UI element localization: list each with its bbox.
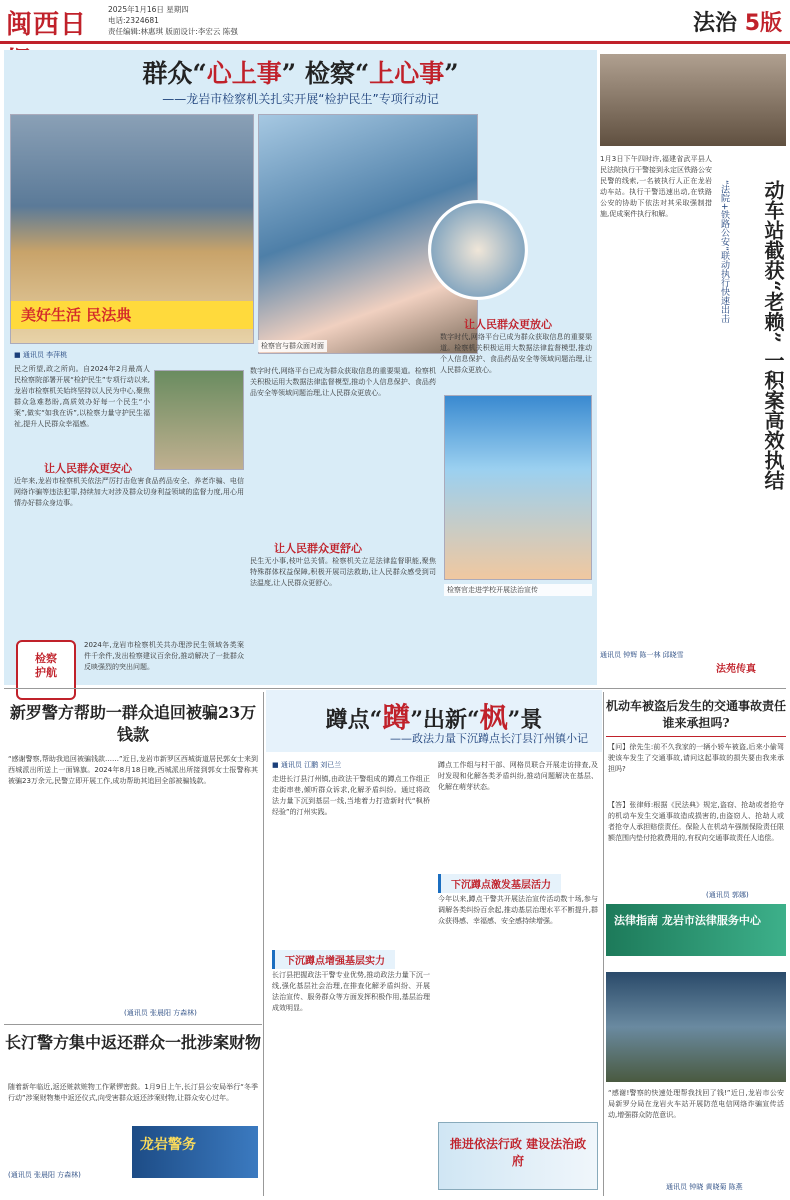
- photo-law-stand: [10, 114, 254, 344]
- side-authors: 通讯员 钟辉 陈一林 邱晓雪: [600, 651, 684, 659]
- editor-credits: 责任编辑:林惠琪 版面设计:李宏云 陈强: [108, 27, 238, 36]
- side-paragraph: 1月3日下午四时许,福建省武平县人民法院执行干警接到永定区铁路公安民警的线索,一名被执行人正在龙岩动车站。执行干警迅速出动,在铁路公安的协助下依法对其采取强制措施,促成案件执行和解。: [600, 155, 712, 218]
- photo-publicity: [606, 972, 786, 1082]
- section-heading: 下沉蹲点增强基层实力: [272, 950, 395, 969]
- masthead: [0, 0, 790, 44]
- photo-visit: [154, 370, 244, 470]
- qa-author: (通讯员 郭娜): [706, 891, 749, 899]
- photo-caption: “感谢!警察的快速处理帮我找回了钱!”近日,龙岩市公安局新罗分局在龙岩火车站开展防范电信网络诈骗宣传活动,增强群众防范意识。: [608, 1089, 784, 1119]
- mid-column: [266, 690, 602, 1196]
- column-tag: 法苑传真: [716, 664, 756, 675]
- headline-part: ”景: [507, 707, 543, 733]
- qa-headline: 机动车被盗后发生的交通事故责任谁来承担吗?: [606, 698, 786, 737]
- story-paragraph: 随着新年临近,返还赃款赃物工作紧锣密鼓。1月9日上午,长汀县公安局举行“冬季行动”涉案财物集中返还仪式,向受害群众返还涉案财物,让群众安心过年。: [8, 1083, 258, 1102]
- divider: [603, 692, 604, 1196]
- lead-paragraph: 近年来,龙岩市检察机关依法严厉打击危害食品药品安全、养老诈骗、电信网络诈骗等违法犯罪,持续加大对涉及群众切身利益领域的监督力度,用心用情办好群众身边事。: [14, 477, 244, 507]
- lead-paragraph: 2024年,龙岩市检察机关共办理涉民生领域各类案件千余件,发出检察建议百余份,推动解决了一批群众反映强烈的突出问题。: [84, 641, 244, 671]
- masthead-info: [108, 4, 238, 37]
- issue-date: 2025年1月16日 星期四: [108, 5, 189, 14]
- photo-caption: 检察官与群众面对面: [258, 340, 327, 352]
- right-column: [606, 690, 786, 1196]
- photo-author: 通讯员 钟晓 黄晓菊 陈燕: [666, 1183, 743, 1191]
- mid-subheadline: ——政法力量下沉蹲点长汀县汀州镇小记: [390, 732, 588, 745]
- lead-paragraph: 民之所望,政之所向。自2024年2月最高人民检察院部署开展“检护民生”专项行动以来,龙岩市检察机关始终坚持以人民为中心,聚焦群众急难愁盼,高质效办好每一个民生“小案”,做实“如我在诉”,以检察力量守护民生福祉,提升人民群众幸福感。: [14, 365, 150, 428]
- left-column: [4, 690, 262, 1196]
- mid-author: ■ 通讯员 江鹏 刘已兰: [272, 761, 342, 769]
- headline-highlight: 心上事: [206, 59, 282, 88]
- side-story: [600, 50, 786, 685]
- divider: [263, 692, 264, 1196]
- lead-paragraph: 民生无小事,枝叶总关情。检察机关立足法律监督职能,聚焦特殊群体权益保障,积极开展司法救助,让人民群众感受到司法温度,让人民群众更舒心。: [250, 557, 436, 587]
- section-heading: 下沉蹲点激发基层活力: [438, 874, 561, 893]
- police-badge: 龙岩警务: [132, 1126, 258, 1178]
- photo-school: [444, 395, 592, 580]
- photo-inset-circle: [428, 200, 528, 300]
- side-subtitle: “法院+铁路公安”联动执行快速出击: [719, 180, 729, 323]
- divider: [4, 688, 786, 689]
- headline-highlight: 上心事: [369, 59, 445, 88]
- section-heading: 让人民群众更放心: [464, 318, 552, 331]
- lead-author: ■ 通讯员 李萍桃: [14, 351, 68, 359]
- lead-paragraph: 数字时代,网络平台已成为群众获取信息的重要渠道。检察机关积极运用大数据法律监督模型,推动个人信息保护、食品药品安全等领域问题治理,让人民群众更放心。: [440, 333, 592, 374]
- mid-paragraph: 蹲点工作组与村干部、网格员联合开展走访排查,及时发现和化解各类矛盾纠纷,推动问题解决在基层、化解在萌芽状态。: [438, 761, 598, 791]
- headline-part: 群众“: [142, 59, 207, 88]
- story-paragraph: “感谢警察,帮助我追回被骗钱款……”近日,龙岩市新罗区西城街道居民郭女士来到西城派出所送上一面锦旗。2024年8月18日晚,西城派出所接到郭女士报警称其被骗23万余元,民警立即开展工作,成功帮助其追回全部被骗钱款。: [8, 755, 258, 785]
- lead-story-panel: [4, 50, 597, 685]
- mid-header: [266, 690, 602, 752]
- qa-answer: 【答】张律师:根据《民法典》规定,盗窃、抢劫或者抢夺的机动车发生交通事故造成损害的,由盗窃人、抢劫人或者抢夺人承担赔偿责任。保险人在机动车强制保险责任限额范围内垫付抢救费用的,有权向交通事故责任人追偿。: [608, 801, 784, 842]
- section-heading: 让人民群众更安心: [44, 462, 132, 475]
- procuratorate-seal: 检察 护航: [16, 640, 76, 700]
- mid-paragraph: 今年以来,蹲点干警共开展法治宣传活动数十场,参与调解各类纠纷百余起,推动基层治理水平不断提升,群众获得感、幸福感、安全感持续增强。: [438, 895, 598, 925]
- headline-part: ”: [444, 59, 459, 88]
- headline-highlight: 枫: [479, 701, 508, 734]
- divider: [4, 1024, 262, 1025]
- qa-question: 【问】徐先生:前不久我家的一辆小轿车被盗,后来小偷驾驶该车发生了交通事故,请问这起事故的损失要由我来承担吗?: [608, 743, 784, 773]
- lead-subheadline: ——龙岩市检察机关扎实开展“检护民生”专项行动记: [162, 92, 439, 106]
- story-author: (通讯员 张晨阳 方森林): [124, 1009, 197, 1017]
- photo-station: [600, 54, 786, 146]
- headline-part: ” 检察“: [281, 59, 370, 88]
- headline-part: ”出新“: [410, 707, 480, 733]
- mid-paragraph: 长汀县把握政法干警专业优势,推动政法力量下沉一线,强化基层社会治理,在排查化解矛盾纠纷、开展法治宣传、服务群众等方面发挥积极作用,基层治理成效明显。: [272, 971, 430, 1012]
- page-number: 5版: [744, 11, 782, 36]
- civil-code-banner: 美好生活 民法典: [11, 301, 253, 329]
- section-heading: 让人民群众更舒心: [274, 542, 362, 555]
- contact-phone: 电话:2324681: [108, 16, 159, 25]
- story-headline: 长汀警方集中返还群众一批涉案财物: [4, 1033, 261, 1052]
- section-label: [693, 6, 782, 37]
- section-name: 法治: [693, 11, 738, 36]
- mid-paragraph: 走进长汀县汀州镇,由政法干警组成的蹲点工作组正走街串巷,倾听群众诉求,化解矛盾纠纷。通过将政法力量下沉到基层一线,当地着力打造新时代“枫桥经验”的汀州实践。: [272, 775, 430, 816]
- headline-part: 蹲点“: [325, 707, 383, 733]
- lead-headline: [4, 54, 597, 90]
- story-headline: 新罗警方帮助一群众追回被骗23万钱款: [9, 703, 257, 744]
- side-headline: 动车站截获“老赖” 一积案高效执结: [761, 180, 785, 490]
- promo-banner: 推进依法行政 建设法治政府: [438, 1122, 598, 1190]
- lead-paragraph: 数字时代,网络平台已成为群众获取信息的重要渠道。检察机关积极运用大数据法律监督模型,推动个人信息保护、食品药品安全等领域问题治理,让人民群众更放心。: [250, 367, 436, 397]
- story-author: (通讯员 张晨阳 方森林): [8, 1171, 81, 1179]
- law-guide-banner: 法律指南 龙岩市法律服务中心: [606, 904, 786, 956]
- newspaper-logo: 闽西日: [6, 10, 88, 40]
- photo-caption: 检察官走进学校开展法治宣传: [444, 584, 592, 596]
- headline-highlight: 蹲: [382, 701, 411, 734]
